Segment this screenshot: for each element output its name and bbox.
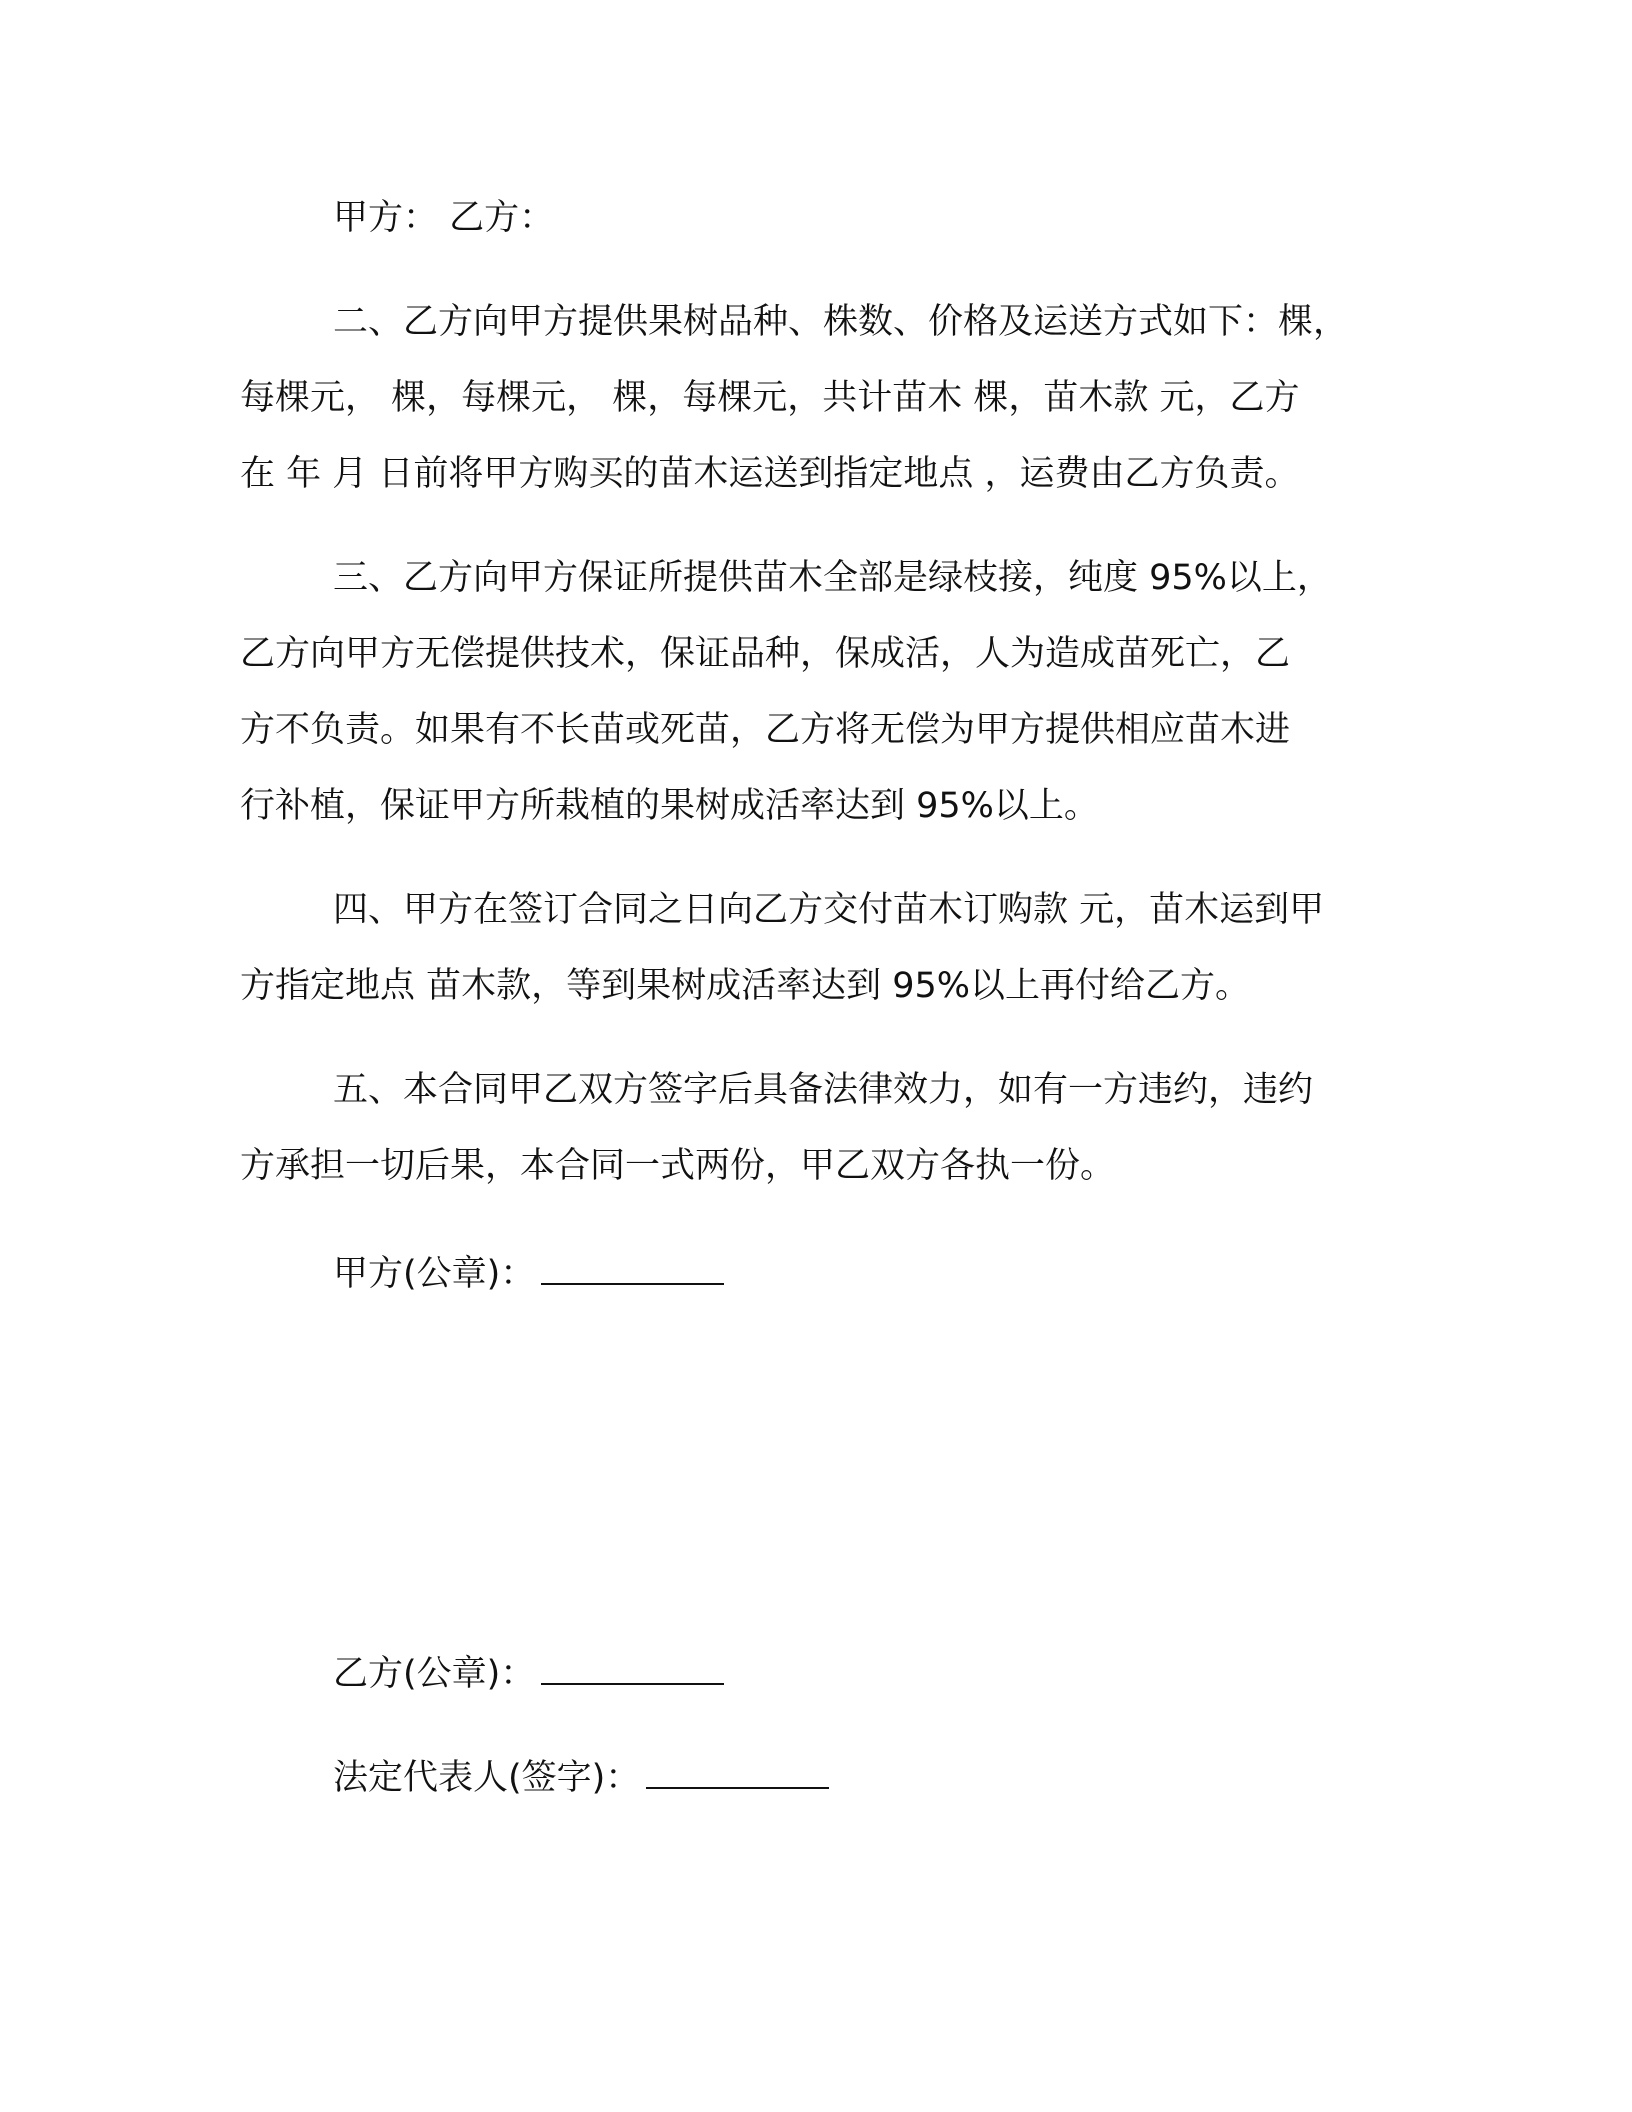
clause-4-line-1: 四、甲方在签订合同之日向乙方交付苗木订购款 元，苗木运到甲 xyxy=(333,890,1325,930)
party-b-signature-blank[interactable] xyxy=(541,1648,724,1685)
party-a-seal-label: 甲方(公章)： xyxy=(333,1254,536,1294)
legal-rep-signature xyxy=(333,1752,829,1800)
party-a-signature xyxy=(333,1248,724,1296)
clause-2-line-1: 二、乙方向甲方提供果树品种、株数、价格及运送方式如下：棵， xyxy=(333,302,1349,342)
party-a-signature-blank[interactable] xyxy=(541,1248,724,1285)
legal-rep-signature-blank[interactable] xyxy=(646,1752,829,1789)
party-b-signature xyxy=(333,1648,724,1696)
clause-5-line-2: 方承担一切后果，本合同一式两份，甲乙双方各执一份。 xyxy=(240,1146,1116,1186)
clause-3-line-2: 乙方向甲方无偿提供技术，保证品种，保成活，人为造成苗死亡，乙 xyxy=(240,634,1291,674)
clause-3-line-3: 方不负责。如果有不长苗或死苗，乙方将无偿为甲方提供相应苗木进 xyxy=(240,710,1291,750)
clause-3-line-1: 三、乙方向甲方保证所提供苗木全部是绿枝接，纯度 95%以上， xyxy=(333,558,1332,598)
clause-3-line-4: 行补植，保证甲方所栽植的果树成活率达到 95%以上。 xyxy=(240,786,1099,826)
party-b-seal-label: 乙方(公章)： xyxy=(333,1654,536,1694)
clause-2-line-2: 每棵元， 棵，每棵元， 棵，每棵元，共计苗木 棵，苗木款 元，乙方 xyxy=(240,378,1300,418)
clause-5-line-1: 五、本合同甲乙双方签字后具备法律效力，如有一方违约，违约 xyxy=(333,1070,1314,1110)
clause-4-line-2: 方指定地点 苗木款，等到果树成活率达到 95%以上再付给乙方。 xyxy=(240,966,1251,1006)
legal-rep-label: 法定代表人(签字)： xyxy=(333,1758,641,1798)
parties-line: 甲方： 乙方： xyxy=(333,198,555,238)
clause-2-line-3: 在 年 月 日前将甲方购买的苗木运送到指定地点 ，运费由乙方负责。 xyxy=(240,454,1300,494)
